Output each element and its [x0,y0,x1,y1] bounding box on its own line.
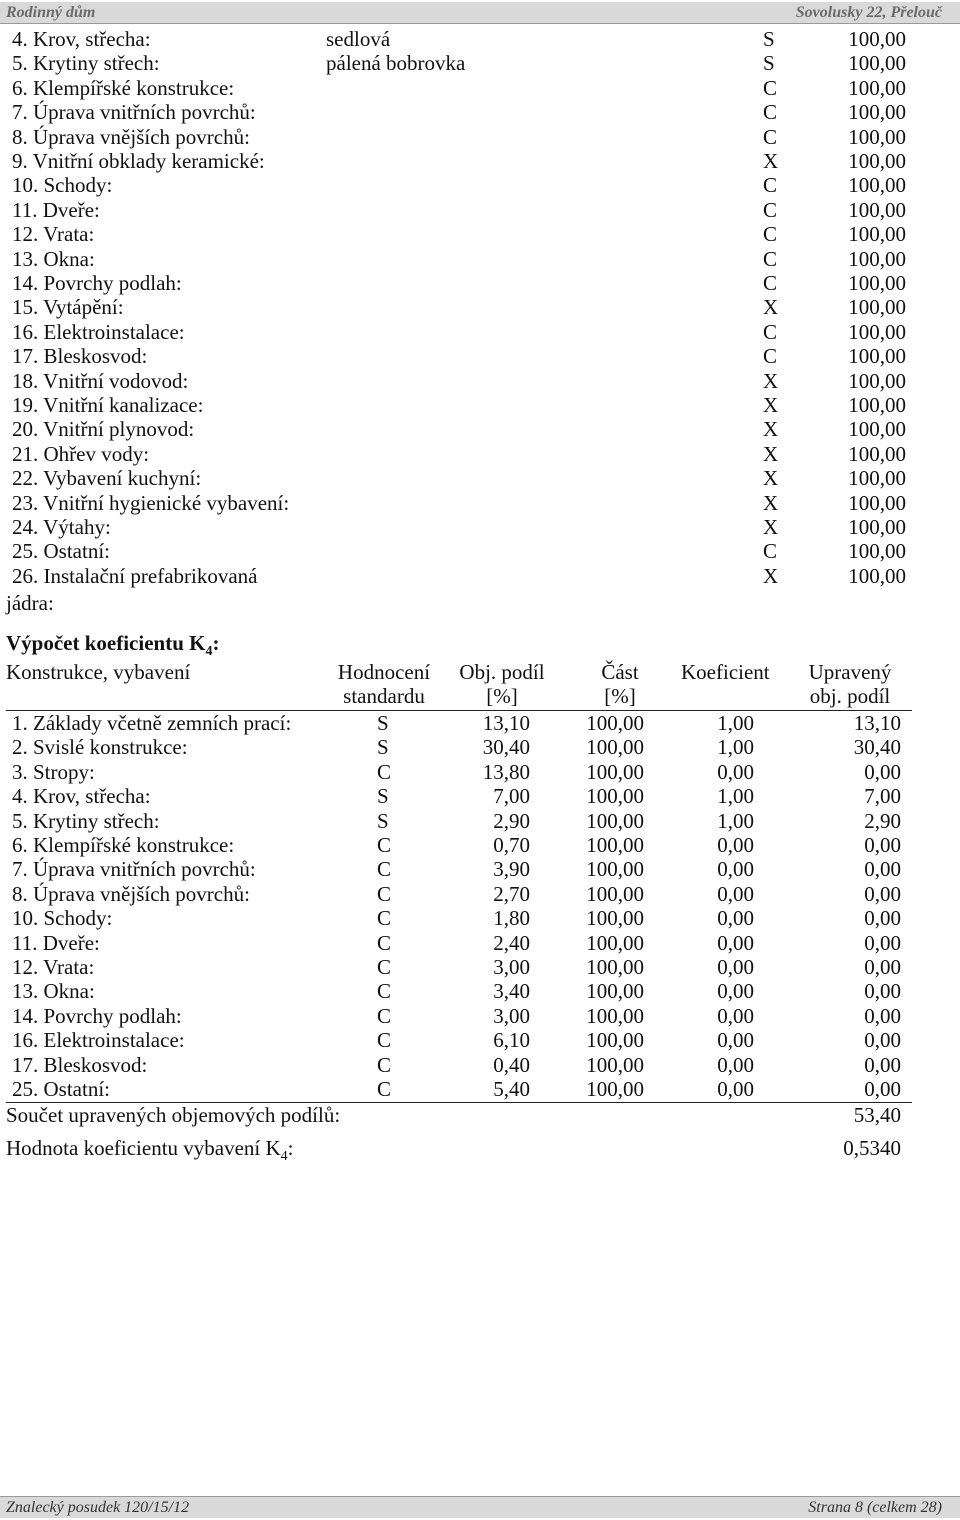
table-row [0,882,960,906]
table-row [0,833,960,857]
cell-upr: 2,90 [864,808,901,833]
cell-cast: 100,00 [586,808,644,833]
cell-name: 7. Úprava vnitřních povrchů: [12,857,256,882]
cell-cast: 100,00 [586,955,644,979]
list-item-name: 12. Vrata: [12,222,95,247]
list-item-name: 6. Klempířské konstrukce: [12,75,235,100]
list-item-code: X [763,295,779,320]
cell-cast: 100,00 [586,759,644,784]
cell-std: C [377,1052,392,1077]
cell-std: C [377,979,392,1004]
list-item-code: X [763,515,779,539]
cell-obj: 3,00 [493,955,530,979]
list-item-name: 5. Krytiny střech: [12,51,160,76]
cell-cast: 100,00 [586,1003,644,1028]
table-row [0,735,960,759]
list-item [0,539,960,563]
list-item [0,295,960,319]
cell-koef: 0,00 [717,881,754,906]
list-item-percent: 100,00 [848,197,906,222]
page-footer [0,1496,960,1518]
cell-upr: 0,00 [864,979,901,1004]
cell-name: 14. Povrchy podlah: [12,1003,182,1028]
list-item-percent: 100,00 [848,539,906,564]
list-item-name: 10. Schody: [12,173,113,198]
cell-obj: 5,40 [493,1077,530,1101]
footer-right: Strana 8 (celkem 28) [808,1499,942,1516]
list-item-code: X [763,393,779,417]
cell-obj: 2,90 [493,808,530,833]
list-item-code: X [763,368,779,393]
table-row [0,857,960,881]
cell-koef: 0,00 [717,833,754,857]
cell-name: 17. Bleskosvod: [12,1052,148,1077]
table-row [0,784,960,808]
list-item-percent: 100,00 [848,295,906,320]
cell-name: 12. Vrata: [12,955,95,979]
cell-name: 4. Krov, střecha: [12,784,151,809]
cell-std: S [377,711,389,735]
cell-cast: 100,00 [586,881,644,906]
cell-koef: 1,00 [717,784,754,809]
table-row [0,955,960,979]
cell-cast: 100,00 [586,833,644,857]
cell-koef: 1,00 [717,735,754,760]
cell-obj: 3,90 [493,857,530,882]
cell-obj: 30,40 [482,735,530,760]
cell-upr: 7,00 [864,784,901,809]
cell-obj: 0,70 [493,833,530,857]
cell-upr: 0,00 [864,857,901,882]
list-item-name: 15. Vytápění: [12,295,124,320]
cell-upr: 0,00 [864,930,901,955]
list-item-name: 26. Instalační prefabrikovaná [12,563,258,588]
list-item [0,466,960,490]
cell-name: 11. Dveře: [12,930,100,955]
list-item-code: C [763,539,778,564]
list-item-name: 16. Elektroinstalace: [12,319,185,344]
list-item-percent: 100,00 [848,222,906,247]
list-item-percent: 100,00 [848,319,906,344]
list-item-code: C [763,222,778,247]
list-item-name: 20. Vnitřní plynovod: [12,417,195,442]
list-item [0,76,960,100]
cell-std: C [377,906,392,931]
k4-value: 0,5340 [843,1136,901,1160]
cell-cast: 100,00 [586,1077,644,1101]
list-item-percent: 100,00 [848,466,906,491]
col-header-upr: Upravený obj. podíl [808,660,892,708]
cell-upr: 0,00 [864,906,901,931]
k4-label: Hodnota koeficientu vybavení $K_4$: [6,1136,294,1165]
cell-upr: 0,00 [864,1003,901,1028]
list-item-code: C [763,100,778,125]
list-item [0,222,960,246]
cell-koef: 0,00 [717,906,754,931]
cell-std: S [377,784,389,809]
list-item-code: C [763,271,778,295]
list-item-percent: 100,00 [848,441,906,466]
list-item-code: C [763,246,778,271]
table-row [0,906,960,930]
list-item-percent: 100,00 [848,515,906,539]
cell-obj: 13,10 [482,711,530,735]
list-item-code: X [763,441,779,466]
col-header-std: Hodnocení standardu [337,660,431,708]
table-row [0,1077,960,1101]
list-item-percent: 100,00 [848,563,906,588]
cell-std: C [377,881,392,906]
cell-koef: 0,00 [717,979,754,1004]
list-item-code: C [763,75,778,100]
cell-obj: 13,80 [482,759,530,784]
cell-std: C [377,857,392,882]
cell-cast: 100,00 [586,857,644,882]
table-row [0,931,960,955]
cell-std: S [377,735,389,760]
cell-upr: 0,00 [864,833,901,857]
list-wrap-text: jádra: [6,591,54,615]
list-item [0,320,960,344]
cell-cast: 100,00 [586,979,644,1004]
table-row [0,809,960,833]
list-item [0,100,960,124]
list-item-code: S [763,27,775,51]
cell-koef: 1,00 [717,808,754,833]
list-item-percent: 100,00 [848,51,906,76]
list-item-name: 13. Okna: [12,246,95,271]
list-item-code: C [763,319,778,344]
list-item-name: 14. Povrchy podlah: [12,271,182,295]
sum-label: Součet upravených objemových podílů: [6,1103,341,1127]
list-item-percent: 100,00 [848,368,906,393]
list-item-percent: 100,00 [848,124,906,149]
cell-cast: 100,00 [586,1052,644,1077]
list-item-percent: 100,00 [848,100,906,125]
cell-std: C [377,1077,392,1101]
cell-name: 25. Ostatní: [12,1077,110,1101]
list-item-value: pálená bobrovka [326,51,466,76]
list-item [0,51,960,75]
list-item-name: 11. Dveře: [12,197,100,222]
list-item-name: 4. Krov, střecha: [12,27,151,51]
list-item-name: 24. Výtahy: [12,515,111,539]
cell-std: C [377,1003,392,1028]
list-item [0,564,960,588]
cell-name: 8. Úprava vnějších povrchů: [12,881,250,906]
list-item-name: 22. Vybavení kuchyní: [12,466,202,491]
list-item-percent: 100,00 [848,173,906,198]
cell-name: 1. Základy včetně zemních prací: [12,711,292,735]
list-item [0,125,960,149]
cell-name: 10. Schody: [12,906,113,931]
cell-koef: 0,00 [717,759,754,784]
footer-left: Znalecký posudek 120/15/12 [6,1499,190,1516]
cell-std: C [377,955,392,979]
list-item-name: 9. Vnitřní obklady keramické: [12,149,265,173]
list-item-code: S [763,51,775,76]
list-item [0,344,960,368]
cell-obj: 0,40 [493,1052,530,1077]
list-item-code: X [763,490,779,515]
table-row [0,1004,960,1028]
table-row [0,760,960,784]
table-row [0,711,960,735]
list-item-code: C [763,344,778,369]
cell-std: C [377,930,392,955]
list-item-code: X [763,417,779,442]
list-item-code: C [763,197,778,222]
col-header-koef: Koeficient [681,660,770,684]
list-item-name: 18. Vnitřní vodovod: [12,368,189,393]
cell-obj: 3,40 [493,979,530,1004]
header-left: Rodinný dům [6,4,96,21]
page-header [0,2,960,24]
list-item-percent: 100,00 [848,271,906,295]
table-row [0,1028,960,1052]
list-item [0,491,960,515]
list-item [0,393,960,417]
cell-name: 5. Krytiny střech: [12,808,160,833]
list-item-value: sedlová [326,27,391,51]
cell-obj: 2,70 [493,881,530,906]
col-header-name: Konstrukce, vybavení [6,660,191,684]
cell-obj: 1,80 [493,906,530,931]
cell-name: 6. Klempířské konstrukce: [12,833,235,857]
table-row [0,1053,960,1077]
list-item-percent: 100,00 [848,149,906,173]
cell-name: 2. Svislé konstrukce: [12,735,188,760]
cell-cast: 100,00 [586,930,644,955]
cell-koef: 1,00 [717,711,754,735]
cell-obj: 6,10 [493,1028,530,1053]
list-item-code: C [763,173,778,198]
cell-koef: 0,00 [717,930,754,955]
list-item [0,442,960,466]
list-item-percent: 100,00 [848,344,906,369]
list-item [0,173,960,197]
list-item-code: X [763,563,779,588]
list-item-name: 17. Bleskosvod: [12,344,148,369]
cell-obj: 3,00 [493,1003,530,1028]
cell-std: C [377,759,392,784]
list-item-name: 25. Ostatní: [12,539,110,564]
cell-koef: 0,00 [717,1028,754,1053]
cell-upr: 0,00 [864,881,901,906]
section-heading: Výpočet koeficientu $K_4$: [6,631,220,660]
col-header-cast: Část [%] [601,660,639,708]
sum-value: 53,40 [853,1103,901,1127]
cell-upr: 0,00 [864,1052,901,1077]
list-item-code: X [763,149,779,173]
cell-upr: 30,40 [853,735,901,760]
cell-upr: 0,00 [864,955,901,979]
sum-row [0,1103,960,1127]
cell-name: 13. Okna: [12,979,95,1004]
cell-std: C [377,833,392,857]
list-item-percent: 100,00 [848,490,906,515]
list-item-percent: 100,00 [848,393,906,417]
cell-upr: 0,00 [864,1028,901,1053]
list-item [0,417,960,441]
list-item-name: 21. Ohřev vody: [12,441,150,466]
list-item-name: 19. Vnitřní kanalizace: [12,393,204,417]
list-item-percent: 100,00 [848,417,906,442]
cell-std: S [377,808,389,833]
list-item-name: 23. Vnitřní hygienické vybavení: [12,490,290,515]
cell-obj: 2,40 [493,930,530,955]
list-wrap-row [0,591,960,615]
list-item-name: 8. Úprava vnějších povrchů: [12,124,250,149]
cell-koef: 0,00 [717,1003,754,1028]
cell-cast: 100,00 [586,711,644,735]
cell-cast: 100,00 [586,735,644,760]
list-item [0,149,960,173]
col-header-obj: Obj. podíl [%] [459,660,545,708]
cell-cast: 100,00 [586,784,644,809]
list-item-name: 7. Úprava vnitřních povrchů: [12,100,256,125]
list-item [0,369,960,393]
list-item-percent: 100,00 [848,246,906,271]
cell-name: 16. Elektroinstalace: [12,1028,185,1053]
cell-koef: 0,00 [717,1052,754,1077]
cell-upr: 13,10 [853,711,901,735]
header-right: Sovolusky 22, Přelouč [795,4,942,21]
cell-obj: 7,00 [493,784,530,809]
list-item [0,271,960,295]
cell-cast: 100,00 [586,1028,644,1053]
cell-koef: 0,00 [717,857,754,882]
table-row [0,979,960,1003]
list-item [0,247,960,271]
list-item [0,198,960,222]
k4-row [0,1136,960,1165]
list-item-percent: 100,00 [848,27,906,51]
cell-upr: 0,00 [864,1077,901,1101]
cell-name: 3. Stropy: [12,759,95,784]
list-item [0,27,960,51]
cell-cast: 100,00 [586,906,644,931]
cell-upr: 0,00 [864,759,901,784]
list-item-percent: 100,00 [848,75,906,100]
cell-std: C [377,1028,392,1053]
list-item-code: C [763,124,778,149]
list-item-code: X [763,466,779,491]
list-item [0,515,960,539]
cell-koef: 0,00 [717,955,754,979]
cell-koef: 0,00 [717,1077,754,1101]
